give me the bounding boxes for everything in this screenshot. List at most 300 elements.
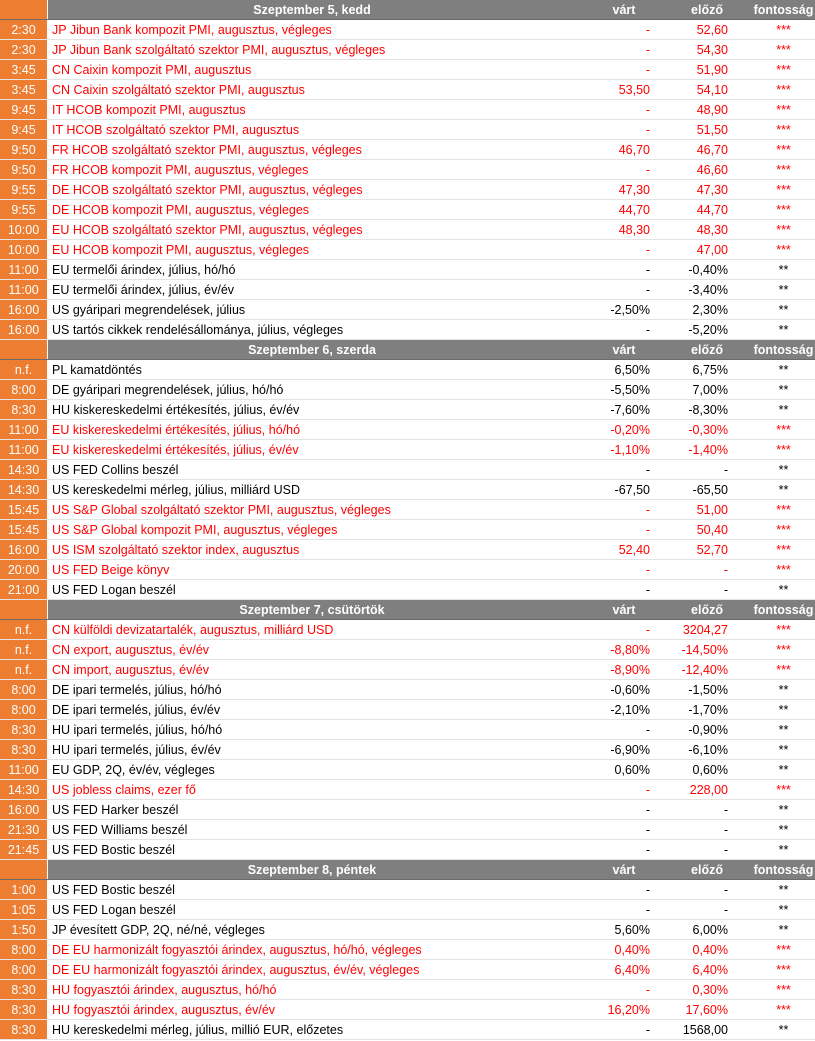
column-header-importance: fontosság (753, 343, 814, 357)
event-name: DE EU harmonizált fogyasztói árindex, augusztus, hó/hó, végleges (52, 943, 422, 957)
table-row (0, 640, 815, 660)
column-header-expected: várt (612, 863, 636, 877)
expected-value: -8,80% (610, 643, 650, 657)
column-header-importance: fontosság (753, 863, 814, 877)
table-row (0, 740, 815, 760)
event-name: EU termelői árindex, július, hó/hó (52, 263, 236, 277)
expected-value: 53,50 (618, 83, 650, 97)
event-time: 16:00 (0, 300, 48, 319)
expected-value: 0,40% (614, 943, 650, 957)
table-row (0, 580, 815, 600)
expected-value: -0,60% (610, 683, 650, 697)
table-row (0, 380, 815, 400)
previous-value: 50,40 (696, 523, 728, 537)
table-row (0, 120, 815, 140)
expected-value: - (645, 23, 650, 37)
previous-value: 2,30% (692, 303, 728, 317)
importance-stars: *** (776, 63, 791, 77)
table-row (0, 400, 815, 420)
event-name: DE ipari termelés, július, év/év (52, 703, 221, 717)
table-row (0, 200, 815, 220)
event-time: 11:00 (0, 440, 48, 459)
event-name: EU HCOB szolgáltató szektor PMI, augusztus, végleges (52, 223, 363, 237)
expected-value: -1,10% (610, 443, 650, 457)
importance-stars: ** (778, 403, 789, 417)
previous-value: 51,50 (696, 123, 728, 137)
previous-value: - (723, 903, 728, 917)
table-row (0, 140, 815, 160)
previous-value: 0,40% (692, 943, 728, 957)
importance-stars: ** (778, 703, 789, 717)
event-time: 11:00 (0, 260, 48, 279)
previous-value: -5,20% (688, 323, 728, 337)
previous-value: 3204,27 (682, 623, 728, 637)
event-time: 2:30 (0, 40, 48, 59)
event-name: EU kiskereskedelmi értékesítés, július, hó/hó (52, 423, 301, 437)
event-time: 1:05 (0, 900, 48, 919)
expected-value: - (645, 123, 650, 137)
expected-value: - (645, 523, 650, 537)
importance-stars: ** (778, 823, 789, 837)
table-row (0, 160, 815, 180)
table-row (0, 420, 815, 440)
table-row (0, 960, 815, 980)
event-time: 8:30 (0, 980, 48, 999)
table-row (0, 700, 815, 720)
expected-value: 5,60% (614, 923, 650, 937)
previous-value: 48,30 (696, 223, 728, 237)
event-name: EU HCOB kompozit PMI, augusztus, végleges (52, 243, 310, 257)
importance-stars: ** (778, 283, 789, 297)
event-time: 8:30 (0, 1000, 48, 1019)
expected-value: - (645, 723, 650, 737)
table-row (0, 220, 815, 240)
event-name: HU ipari termelés, július, hó/hó (52, 723, 223, 737)
event-time: 11:00 (0, 280, 48, 299)
event-time: 14:30 (0, 780, 48, 799)
table-row (0, 620, 815, 640)
expected-value: 6,50% (614, 363, 650, 377)
table-row (0, 1020, 815, 1040)
event-name: EU termelői árindex, július, év/év (52, 283, 235, 297)
importance-stars: *** (776, 43, 791, 57)
previous-value: 17,60% (685, 1003, 728, 1017)
previous-value: 46,70 (696, 143, 728, 157)
previous-value: -6,10% (688, 743, 728, 757)
importance-stars: ** (778, 363, 789, 377)
expected-value: 46,70 (618, 143, 650, 157)
previous-value: - (723, 823, 728, 837)
event-time: 9:45 (0, 100, 48, 119)
event-time: 2:30 (0, 20, 48, 39)
event-name: US kereskedelmi mérleg, július, milliárd USD (52, 483, 300, 497)
expected-value: - (645, 583, 650, 597)
expected-value: - (645, 263, 650, 277)
previous-value: - (723, 583, 728, 597)
event-time: 11:00 (0, 420, 48, 439)
day-title: Szeptember 7, csütörtök (239, 603, 385, 617)
previous-value: 47,30 (696, 183, 728, 197)
event-name: CN Caixin kompozit PMI, augusztus (52, 63, 252, 77)
previous-value: - (723, 883, 728, 897)
day-header (0, 340, 815, 360)
column-header-importance: fontosság (753, 3, 814, 17)
table-row (0, 300, 815, 320)
event-name: FR HCOB kompozit PMI, augusztus, végleges (52, 163, 309, 177)
previous-value: 7,00% (692, 383, 728, 397)
previous-value: 0,30% (692, 983, 728, 997)
event-name: US FED Bostic beszél (52, 883, 175, 897)
previous-value: -12,40% (681, 663, 728, 677)
event-name: HU fogyasztói árindex, augusztus, hó/hó (52, 983, 277, 997)
importance-stars: ** (778, 763, 789, 777)
event-name: US FED Beige könyv (52, 563, 170, 577)
importance-stars: *** (776, 563, 791, 577)
previous-value: 228,00 (689, 783, 728, 797)
importance-stars: *** (776, 163, 791, 177)
event-name: IT HCOB kompozit PMI, augusztus (52, 103, 246, 117)
importance-stars: *** (776, 543, 791, 557)
table-row (0, 660, 815, 680)
expected-value: -8,90% (610, 663, 650, 677)
previous-value: -65,50 (692, 483, 728, 497)
event-name: EU kiskereskedelmi értékesítés, július, év/év (52, 443, 299, 457)
day-header-time-cell (0, 860, 48, 879)
event-time: 15:45 (0, 520, 48, 539)
table-row (0, 20, 815, 40)
previous-value: 46,60 (696, 163, 728, 177)
table-row (0, 360, 815, 380)
previous-value: 6,40% (692, 963, 728, 977)
expected-value: -2,10% (610, 703, 650, 717)
event-time: 8:30 (0, 1020, 48, 1039)
expected-value: - (645, 983, 650, 997)
column-header-importance: fontosság (753, 603, 814, 617)
day-header (0, 860, 815, 880)
event-time: 9:50 (0, 160, 48, 179)
previous-value: -14,50% (681, 643, 728, 657)
importance-stars: ** (778, 883, 789, 897)
day-title: Szeptember 6, szerda (248, 343, 376, 357)
importance-stars: *** (776, 1003, 791, 1017)
column-header-previous: előző (691, 3, 723, 17)
previous-value: 54,30 (696, 43, 728, 57)
event-name: US FED Harker beszél (52, 803, 179, 817)
previous-value: - (723, 803, 728, 817)
table-row (0, 840, 815, 860)
expected-value: -5,50% (610, 383, 650, 397)
event-name: JP évesített GDP, 2Q, né/né, végleges (52, 923, 265, 937)
importance-stars: ** (778, 843, 789, 857)
expected-value: - (645, 823, 650, 837)
expected-value: 6,40% (614, 963, 650, 977)
event-time: 21:30 (0, 820, 48, 839)
table-row (0, 320, 815, 340)
event-name: EU GDP, 2Q, év/év, végleges (52, 763, 215, 777)
column-header-expected: várt (612, 343, 636, 357)
event-name: FR HCOB szolgáltató szektor PMI, augusztus, végleges (52, 143, 362, 157)
importance-stars: *** (776, 663, 791, 677)
importance-stars: *** (776, 623, 791, 637)
event-name: US FED Logan beszél (52, 583, 176, 597)
table-row (0, 760, 815, 780)
previous-value: -8,30% (688, 403, 728, 417)
day-title: Szeptember 5, kedd (253, 3, 371, 17)
previous-value: 48,90 (696, 103, 728, 117)
expected-value: - (645, 803, 650, 817)
expected-value: - (645, 463, 650, 477)
event-time: 1:50 (0, 920, 48, 939)
table-row (0, 240, 815, 260)
event-name: JP Jibun Bank kompozit PMI, augusztus, végleges (52, 23, 332, 37)
importance-stars: ** (778, 903, 789, 917)
event-name: CN export, augusztus, év/év (52, 643, 210, 657)
event-name: DE HCOB kompozit PMI, augusztus, végleges (52, 203, 310, 217)
event-name: US FED Logan beszél (52, 903, 176, 917)
table-row (0, 520, 815, 540)
previous-value: -1,50% (688, 683, 728, 697)
event-name: US jobless claims, ezer fő (52, 783, 196, 797)
previous-value: 52,70 (696, 543, 728, 557)
event-time: 21:45 (0, 840, 48, 859)
day-header-time-cell (0, 0, 48, 19)
previous-value: 6,75% (692, 363, 728, 377)
expected-value: -6,90% (610, 743, 650, 757)
table-row (0, 100, 815, 120)
event-time: 8:30 (0, 720, 48, 739)
importance-stars: *** (776, 223, 791, 237)
expected-value: 47,30 (618, 183, 650, 197)
event-name: HU ipari termelés, július, év/év (52, 743, 221, 757)
importance-stars: *** (776, 203, 791, 217)
table-row (0, 460, 815, 480)
importance-stars: ** (778, 743, 789, 757)
event-time: 11:00 (0, 760, 48, 779)
importance-stars: ** (778, 463, 789, 477)
importance-stars: *** (776, 643, 791, 657)
day-header-time-cell (0, 340, 48, 359)
importance-stars: ** (778, 723, 789, 737)
day-title: Szeptember 8, péntek (247, 863, 377, 877)
event-time: 8:00 (0, 700, 48, 719)
expected-value: -2,50% (610, 303, 650, 317)
event-time: 9:45 (0, 120, 48, 139)
previous-value: - (723, 463, 728, 477)
event-time: 9:55 (0, 200, 48, 219)
event-name: DE gyáripari megrendelések, július, hó/hó (52, 383, 284, 397)
importance-stars: *** (776, 183, 791, 197)
table-row (0, 820, 815, 840)
day-header (0, 600, 815, 620)
table-row (0, 940, 815, 960)
event-name: CN Caixin szolgáltató szektor PMI, augusztus (52, 83, 305, 97)
event-time: 3:45 (0, 60, 48, 79)
event-name: US FED Bostic beszél (52, 843, 175, 857)
previous-value: -1,70% (688, 703, 728, 717)
event-time: 8:30 (0, 740, 48, 759)
table-row (0, 680, 815, 700)
expected-value: - (645, 163, 650, 177)
previous-value: 6,00% (692, 923, 728, 937)
importance-stars: ** (778, 583, 789, 597)
event-name: IT HCOB szolgáltató szektor PMI, augusztus (52, 123, 300, 137)
table-row (0, 980, 815, 1000)
table-row (0, 440, 815, 460)
importance-stars: *** (776, 943, 791, 957)
event-time: 8:00 (0, 940, 48, 959)
event-name: US S&P Global kompozit PMI, augusztus, végleges (52, 523, 338, 537)
event-name: HU fogyasztói árindex, augusztus, év/év (52, 1003, 276, 1017)
expected-value: -67,50 (614, 483, 650, 497)
importance-stars: ** (778, 303, 789, 317)
event-time: n.f. (0, 620, 48, 639)
expected-value: - (645, 1023, 650, 1037)
importance-stars: ** (778, 483, 789, 497)
table-row (0, 900, 815, 920)
expected-value: - (645, 563, 650, 577)
table-row (0, 80, 815, 100)
table-row (0, 280, 815, 300)
previous-value: 1568,00 (682, 1023, 728, 1037)
event-name: US FED Collins beszél (52, 463, 179, 477)
importance-stars: *** (776, 123, 791, 137)
event-name: US S&P Global szolgáltató szektor PMI, augusztus, végleges (52, 503, 391, 517)
column-header-expected: várt (612, 3, 636, 17)
importance-stars: *** (776, 243, 791, 257)
expected-value: 48,30 (618, 223, 650, 237)
day-header-time-cell (0, 600, 48, 619)
importance-stars: ** (778, 323, 789, 337)
event-time: 9:50 (0, 140, 48, 159)
importance-stars: *** (776, 23, 791, 37)
event-name: US gyáripari megrendelések, július (52, 303, 246, 317)
event-time: 10:00 (0, 240, 48, 259)
event-time: 8:30 (0, 400, 48, 419)
expected-value: - (645, 503, 650, 517)
previous-value: -0,90% (688, 723, 728, 737)
importance-stars: *** (776, 963, 791, 977)
event-name: DE HCOB szolgáltató szektor PMI, augusztus, végleges (52, 183, 363, 197)
event-time: n.f. (0, 640, 48, 659)
event-name: US ISM szolgáltató szektor index, augusztus (52, 543, 300, 557)
importance-stars: ** (778, 1023, 789, 1037)
previous-value: 0,60% (692, 763, 728, 777)
event-name: US FED Williams beszél (52, 823, 188, 837)
event-name: PL kamatdöntés (52, 363, 142, 377)
previous-value: 44,70 (696, 203, 728, 217)
importance-stars: *** (776, 983, 791, 997)
table-row (0, 1000, 815, 1020)
event-time: n.f. (0, 360, 48, 379)
expected-value: - (645, 843, 650, 857)
event-time: 3:45 (0, 80, 48, 99)
importance-stars: *** (776, 83, 791, 97)
table-row (0, 40, 815, 60)
importance-stars: *** (776, 783, 791, 797)
event-time: 16:00 (0, 800, 48, 819)
event-time: n.f. (0, 660, 48, 679)
importance-stars: *** (776, 423, 791, 437)
event-name: HU kiskereskedelmi értékesítés, július, év/év (52, 403, 300, 417)
event-time: 1:00 (0, 880, 48, 899)
expected-value: -0,20% (610, 423, 650, 437)
expected-value: - (645, 323, 650, 337)
column-header-expected: várt (612, 603, 636, 617)
event-time: 9:55 (0, 180, 48, 199)
table-row (0, 720, 815, 740)
expected-value: - (645, 63, 650, 77)
table-row (0, 780, 815, 800)
column-header-previous: előző (691, 343, 723, 357)
event-time: 16:00 (0, 540, 48, 559)
table-row (0, 500, 815, 520)
table-row (0, 260, 815, 280)
importance-stars: ** (778, 923, 789, 937)
event-name: HU kereskedelmi mérleg, július, millió EUR, előzetes (52, 1023, 344, 1037)
table-row (0, 800, 815, 820)
importance-stars: ** (778, 683, 789, 697)
event-time: 14:30 (0, 480, 48, 499)
expected-value: - (645, 623, 650, 637)
expected-value: - (645, 103, 650, 117)
event-time: 21:00 (0, 580, 48, 599)
expected-value: - (645, 43, 650, 57)
column-header-previous: előző (691, 863, 723, 877)
event-name: US tartós cikkek rendelésállománya, július, végleges (52, 323, 344, 337)
event-name: DE ipari termelés, július, hó/hó (52, 683, 222, 697)
expected-value: - (645, 283, 650, 297)
importance-stars: ** (778, 383, 789, 397)
expected-value: - (645, 903, 650, 917)
event-name: DE EU harmonizált fogyasztói árindex, augusztus, év/év, végleges (52, 963, 420, 977)
expected-value: 52,40 (618, 543, 650, 557)
previous-value: 54,10 (696, 83, 728, 97)
event-time: 15:45 (0, 500, 48, 519)
expected-value: 16,20% (607, 1003, 650, 1017)
event-time: 8:00 (0, 680, 48, 699)
table-row (0, 560, 815, 580)
event-time: 14:30 (0, 460, 48, 479)
table-row (0, 540, 815, 560)
expected-value: 0,60% (614, 763, 650, 777)
table-row (0, 920, 815, 940)
table-row (0, 180, 815, 200)
importance-stars: *** (776, 443, 791, 457)
event-time: 10:00 (0, 220, 48, 239)
expected-value: - (645, 883, 650, 897)
importance-stars: *** (776, 143, 791, 157)
expected-value: 44,70 (618, 203, 650, 217)
previous-value: -0,30% (688, 423, 728, 437)
importance-stars: ** (778, 263, 789, 277)
table-row (0, 880, 815, 900)
day-header (0, 0, 815, 20)
previous-value: 51,90 (696, 63, 728, 77)
previous-value: - (723, 843, 728, 857)
event-name: CN import, augusztus, év/év (52, 663, 210, 677)
event-name: CN külföldi devizatartalék, augusztus, milliárd USD (52, 623, 334, 637)
table-row (0, 60, 815, 80)
column-header-previous: előző (691, 603, 723, 617)
previous-value: -1,40% (688, 443, 728, 457)
event-time: 8:00 (0, 960, 48, 979)
previous-value: -3,40% (688, 283, 728, 297)
importance-stars: *** (776, 103, 791, 117)
expected-value: - (645, 243, 650, 257)
event-time: 20:00 (0, 560, 48, 579)
previous-value: 47,00 (696, 243, 728, 257)
previous-value: 51,00 (696, 503, 728, 517)
